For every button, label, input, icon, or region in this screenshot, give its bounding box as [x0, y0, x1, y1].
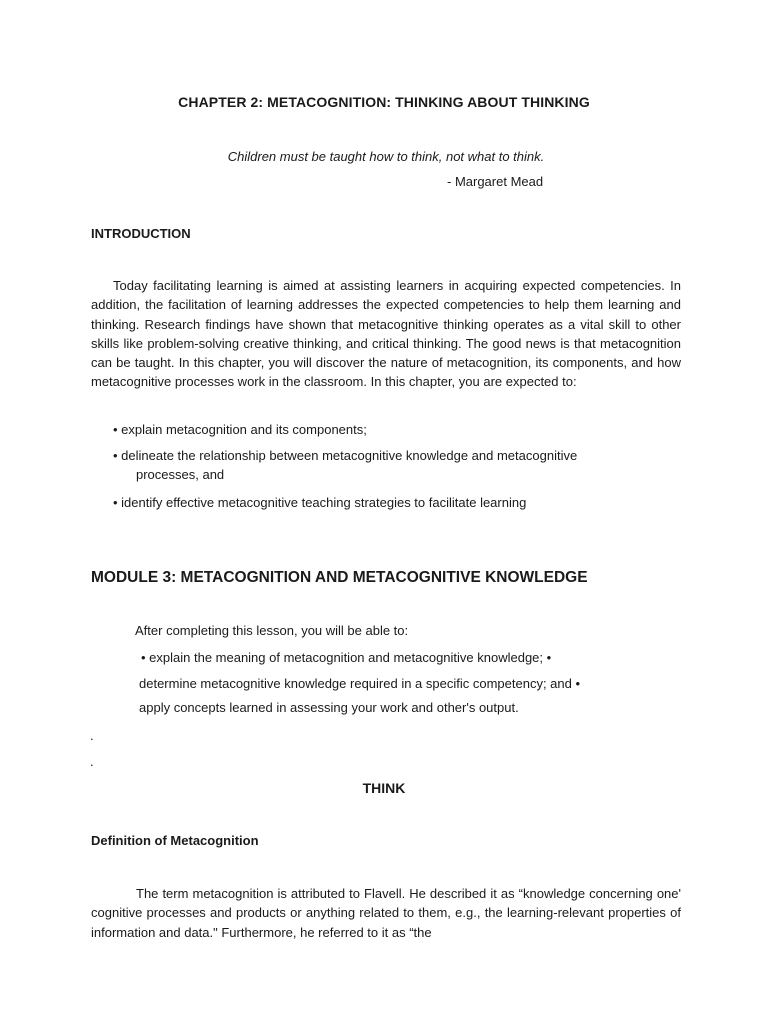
learning-outcome-line: • explain the meaning of metacognition and metacognitive knowledge; •: [141, 650, 552, 665]
objective-item: • identify effective metacognitive teaching strategies to facilitate learning: [113, 495, 527, 510]
objective-text: • delineate the relationship between metacognitive knowledge and metacognitive: [113, 448, 578, 463]
stray-mark: .: [90, 728, 94, 743]
introduction-paragraph: Today facilitating learning is aimed at assisting learners in acquiring expected competencies. In addition, the facilitation of learning addresses the expected competencies to help them learning and thinking. Research findings have shown that metacognitive thinking operates as a vital skill to other skills like problem-solving creative thinking, and critical thinking. The good news is that metacognition can be taught. In this chapter, you will discover the nature of metacognition, its components, and how metacognitive processes work in the classroom. In this chapter, you are expected to:: [91, 278, 681, 390]
learning-outcome-line: apply concepts learned in assessing your work and other's output.: [139, 700, 519, 715]
learning-outcome-line: determine metacognitive knowledge required in a specific competency; and •: [139, 676, 581, 691]
introduction-heading: INTRODUCTION: [91, 226, 191, 241]
definition-heading: Definition of Metacognition: [91, 833, 259, 848]
definition-paragraph: The term metacognition is attributed to Flavell. He described it as “knowledge concerning one' cognitive processes and products or anything related to them, e.g., the learning-relevant properties of information and data." Furthermore, he referred to it as “the: [91, 886, 681, 940]
stray-mark: .: [90, 754, 94, 769]
epigraph-quote: Children must be taught how to think, not what to think.: [227, 149, 545, 164]
chapter-title: CHAPTER 2: METACOGNITION: THINKING ABOUT THINKING: [178, 94, 590, 110]
epigraph-author: - Margaret Mead: [447, 174, 544, 189]
objective-item: • explain metacognition and its components;: [113, 422, 367, 437]
think-heading: THINK: [362, 780, 406, 796]
module-lead-in: After completing this lesson, you will be able to:: [135, 623, 409, 638]
module-title: MODULE 3: METACOGNITION AND METACOGNITIVE KNOWLEDGE: [91, 569, 588, 586]
objective-continuation: processes, and: [136, 467, 225, 482]
objective-item: [113, 446, 643, 484]
